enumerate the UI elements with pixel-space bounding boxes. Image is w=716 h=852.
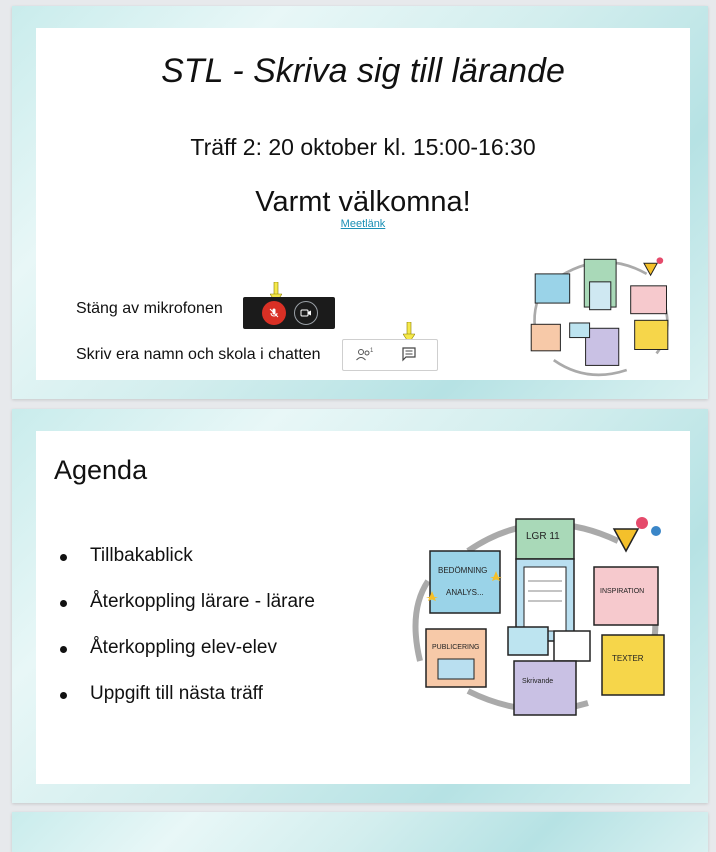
agenda-title: Agenda — [54, 455, 148, 485]
writing-process-illustration — [408, 511, 674, 717]
meet-link[interactable]: Meetlänk — [340, 218, 386, 230]
meet-control-bar — [243, 297, 335, 329]
slide-1[interactable] — [12, 6, 708, 399]
people-icon — [355, 346, 375, 364]
mic-off-button[interactable] — [262, 301, 286, 325]
note-skrivande: Skrivande — [522, 678, 554, 685]
chat-icon — [401, 346, 417, 362]
agenda-item: Återkoppling elev-elev — [58, 637, 315, 683]
session-subtitle: Träff 2: 20 oktober kl. 15:00-16:30 — [190, 134, 536, 160]
people-count-badge: 1 — [370, 348, 374, 354]
note-texter: TEXTER — [612, 654, 644, 663]
slide-2[interactable] — [12, 409, 708, 803]
note-bedomning: BEDÖMNING — [438, 566, 488, 575]
mic-off-icon — [268, 307, 280, 319]
svg-text:ANALYS...: ANALYS... — [446, 588, 484, 597]
agenda-list — [58, 545, 315, 729]
note-lgr11: LGR 11 — [526, 531, 560, 542]
agenda-item: Tillbakablick — [58, 545, 315, 591]
meet-chat-bar — [342, 339, 438, 371]
slide-title: STL - Skriva sig till lärande — [161, 52, 565, 90]
camera-button[interactable] — [294, 301, 318, 325]
slide-1-canvas — [36, 28, 690, 380]
slide-2-canvas — [36, 431, 690, 784]
note-inspiration: INSPIRATION — [600, 588, 645, 595]
writing-process-illustration — [526, 254, 681, 380]
camera-icon — [300, 308, 312, 318]
chat-instruction: Skriv era namn och skola i chatten — [76, 346, 321, 363]
note-publicering: PUBLICERING — [432, 644, 480, 651]
agenda-item: Återkoppling lärare - lärare — [58, 591, 315, 637]
agenda-item: Uppgift till nästa träff — [58, 683, 315, 729]
chat-button[interactable] — [401, 346, 419, 364]
mic-instruction: Stäng av mikrofonen — [76, 300, 223, 317]
welcome-text: Varmt välkomna! — [255, 186, 471, 218]
people-button[interactable] — [355, 346, 375, 364]
slide-3[interactable] — [12, 812, 708, 852]
